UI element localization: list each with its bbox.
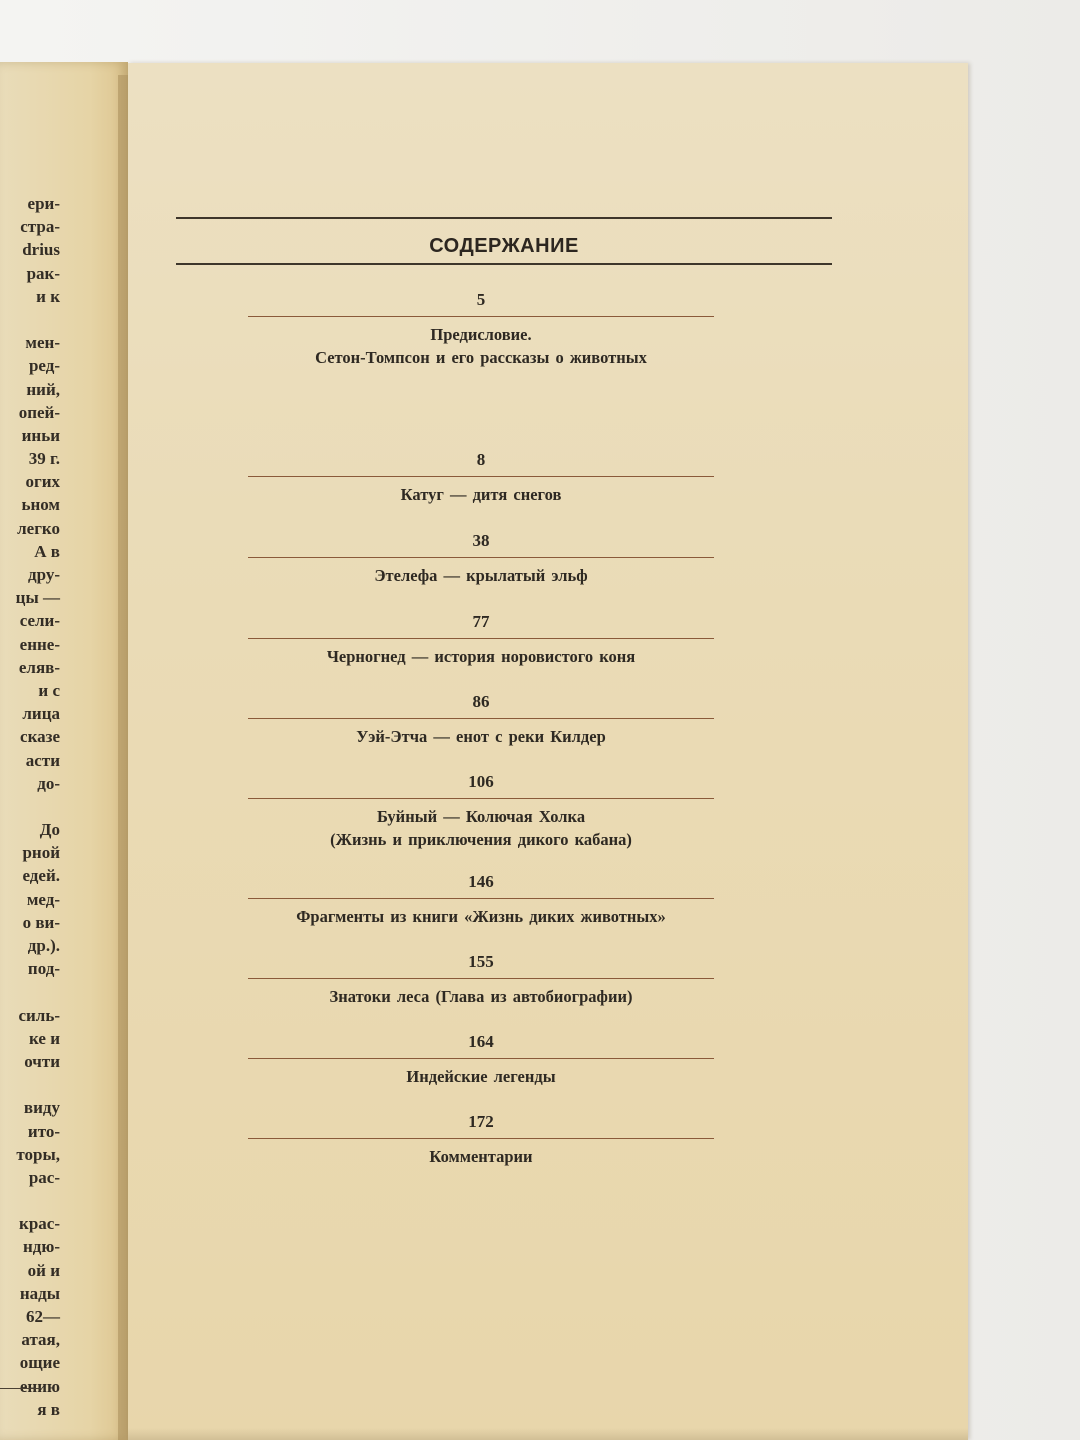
toc-entry <box>248 1031 714 1088</box>
toc-entry-title: Этелефа — крылатый эльф <box>374 566 588 585</box>
left-page-line: А в <box>34 541 60 561</box>
toc-page-number: 146 <box>468 872 494 891</box>
left-page-line: 39 г. <box>28 449 60 469</box>
left-page-line: мед- <box>26 889 60 909</box>
left-page-line: силь- <box>18 1005 60 1025</box>
toc-entry-rule <box>248 316 714 317</box>
left-page-line: 62— <box>26 1307 60 1326</box>
toc-entry-rule <box>248 898 714 899</box>
left-page-line <box>0 795 60 818</box>
left-page-line: еляв- <box>18 657 60 677</box>
left-page-line: я в <box>37 1399 60 1419</box>
left-page-line: др.). <box>27 936 60 955</box>
toc-page-number: 5 <box>476 290 486 309</box>
left-page-line: рас- <box>28 1167 60 1187</box>
toc-entry-rule <box>248 1138 714 1139</box>
left-page-line: сказе <box>20 727 60 747</box>
left-page-line: ению <box>19 1376 60 1396</box>
toc-entry-rule <box>248 1058 714 1059</box>
left-page-line: ке и <box>29 1028 60 1048</box>
toc-page-number: 164 <box>468 1032 494 1051</box>
toc-page-number: 86 <box>472 692 490 711</box>
toc-entry-title: Черногнед — история норовистого коня <box>326 647 636 666</box>
left-page-line: под- <box>27 959 60 979</box>
toc-entry <box>248 691 714 748</box>
toc-entry-rule <box>248 978 714 979</box>
toc-entry-rule <box>248 476 714 477</box>
contents-block <box>128 63 968 1440</box>
left-page-line: нады <box>19 1283 60 1303</box>
left-page <box>0 62 128 1440</box>
toc-entry-rule <box>248 638 714 639</box>
left-page-line: ндю- <box>22 1237 60 1257</box>
toc-entry-rule <box>248 557 714 558</box>
left-page-line: До <box>39 820 60 840</box>
toc-entry-rule <box>248 718 714 719</box>
left-page-line: о ви- <box>22 912 60 932</box>
left-page-line: енне- <box>19 634 60 654</box>
left-page-line: атая, <box>21 1330 60 1350</box>
left-page-line <box>0 1073 60 1096</box>
toc-entry <box>248 871 714 928</box>
left-page-line: и с <box>38 680 60 700</box>
toc-entry <box>248 951 714 1008</box>
left-page-footnote-rule <box>0 1388 40 1389</box>
toc-page-number: 38 <box>472 531 490 550</box>
toc-entry <box>248 449 714 506</box>
left-page-line: иньи <box>21 425 60 445</box>
left-page-line: асти <box>25 750 60 770</box>
toc-page-number: 8 <box>476 450 486 469</box>
toc-entry-title: Катуг — дитя снегов <box>400 485 562 504</box>
toc-page-number: 106 <box>468 772 494 791</box>
toc-entry-title: Комментарии <box>429 1147 533 1166</box>
toc-entry-title: Буйный — Колючая Холка <box>376 807 586 826</box>
toc-entry-rule <box>248 798 714 799</box>
left-page-line: и к <box>36 286 60 306</box>
left-page-line: стра- <box>20 217 60 237</box>
left-page-line: лица <box>22 704 60 724</box>
left-page-line: ери- <box>27 194 60 213</box>
left-page-line: ред- <box>28 356 60 376</box>
toc-entry-title: Сетон-Томпсон и его рассказы о животных <box>315 348 647 367</box>
left-page-line: до- <box>37 773 60 793</box>
left-page-line: ний, <box>26 379 60 399</box>
left-page-line: огих <box>25 472 60 492</box>
toc-entry-title: Уэй-Этча — енот с реки Килдер <box>356 727 606 746</box>
toc-entry-title: Индейские легенды <box>406 1067 556 1086</box>
toc-entry <box>248 611 714 668</box>
left-page-line: крас- <box>19 1214 60 1234</box>
toc-page-number: 77 <box>472 612 490 631</box>
left-page-line: дру- <box>28 565 60 584</box>
left-page-line: drius <box>22 240 60 260</box>
left-page-text <box>0 192 60 1421</box>
toc-entry <box>248 289 714 369</box>
left-page-line <box>0 1189 60 1212</box>
left-page-line: ощие <box>19 1353 60 1373</box>
contents-page <box>128 63 968 1440</box>
left-page-line: едей. <box>22 866 60 886</box>
toc-entry-title: Предисловие. <box>430 325 532 344</box>
toc-entry <box>248 1111 714 1168</box>
left-page-line: сели- <box>19 611 60 631</box>
heading-rule-bottom <box>176 263 832 265</box>
toc-entry-title: Знатоки леса (Глава из автобиографии) <box>329 987 633 1006</box>
toc-page-number: 172 <box>468 1112 494 1131</box>
left-page-line <box>0 308 60 331</box>
left-page-line: ой и <box>27 1260 60 1280</box>
left-page-line: рной <box>22 843 60 863</box>
page-edge-shadow <box>128 1428 968 1440</box>
left-page-line: торы, <box>16 1144 60 1164</box>
toc-page-number: 155 <box>468 952 494 971</box>
left-page-line: ьном <box>21 495 60 515</box>
toc-entry-title: (Жизнь и приключения дикого кабана) <box>330 830 632 849</box>
left-page-line: мен- <box>25 333 60 353</box>
left-page-line <box>0 980 60 1003</box>
left-page-line: легко <box>17 518 60 538</box>
contents-heading: СОДЕРЖАНИЕ <box>429 235 579 257</box>
left-page-line: рак- <box>26 263 60 283</box>
left-page-line: опей- <box>18 402 60 422</box>
heading-rule-top <box>176 217 832 219</box>
left-page-line: очти <box>24 1051 60 1071</box>
toc-entry <box>248 771 714 851</box>
left-page-line: виду <box>23 1098 60 1118</box>
toc-entry-title: Фрагменты из книги «Жизнь диких животных» <box>296 907 666 926</box>
left-page-line: цы — <box>15 588 60 608</box>
left-page-line: ито- <box>27 1121 60 1141</box>
toc-entry <box>248 530 714 587</box>
